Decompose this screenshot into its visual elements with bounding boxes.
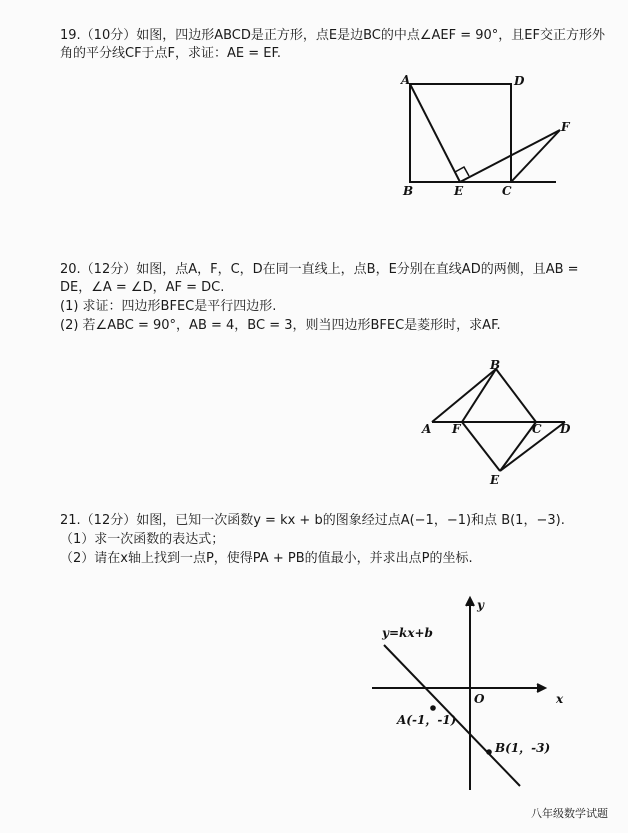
q19-label-c: C (502, 184, 512, 198)
q19-line-2: 角的平分线CF于点F，求证：AE = EF. (60, 46, 282, 61)
function-label: y=kx+b (382, 626, 433, 640)
origin-label: O (474, 692, 485, 706)
point-a-marker (430, 705, 436, 711)
q21-line-1: 21.（12分）如图，已知一次函数y = kx + b的图象经过点A(−1，−1)和点 B(1，−3). (60, 513, 565, 528)
q20-label-c: C (532, 422, 542, 436)
q20-label-b: B (490, 358, 501, 372)
y-axis-label: y (477, 598, 484, 612)
q20-line-3: (1) 求证：四边形BFEC是平行四边形. (60, 299, 277, 314)
point-b-label: B(1，-3) (495, 741, 551, 755)
q20-line-4: (2) 若∠ABC = 90°，AB = 4，BC = 3，则当四边形BFEC是菱形时，求AF. (60, 318, 501, 333)
point-a-label: A(-1，-1) (397, 713, 457, 727)
q20-line-2: DE，∠A = ∠D，AF = DC. (60, 280, 225, 295)
q20-label-e: E (490, 473, 500, 487)
q20-line-1: 20.（12分）如图，点A，F，C，D在同一直线上，点B，E分别在直线AD的两侧，且AB = (60, 262, 579, 277)
q19-label-a: A (401, 73, 411, 87)
q21-line-3: （2）请在x轴上找到一点P，使得PA + PB的值最小，并求出点P的坐标. (60, 551, 473, 566)
q21-line-2: （1）求一次函数的表达式； (60, 532, 225, 547)
q20-label-a: A (422, 422, 432, 436)
q20-label-d: D (560, 422, 571, 436)
x-axis-label: x (556, 692, 564, 706)
page-footer: 八年级数学试题 (531, 807, 608, 820)
q19-label-b: B (403, 184, 414, 198)
q19-label-e: E (454, 184, 464, 198)
q19-line-1: 19.（10分）如图，四边形ABCD是正方形，点E是边BC的中点∠AEF = 90°，且EF交正方形外 (60, 28, 605, 43)
q20-label-f: F (452, 422, 461, 436)
point-b-marker (486, 749, 492, 755)
q19-label-d: D (514, 74, 525, 88)
y-axis-arrow (466, 598, 474, 606)
x-axis-arrow (537, 684, 545, 692)
q19-label-f: F (561, 120, 570, 134)
